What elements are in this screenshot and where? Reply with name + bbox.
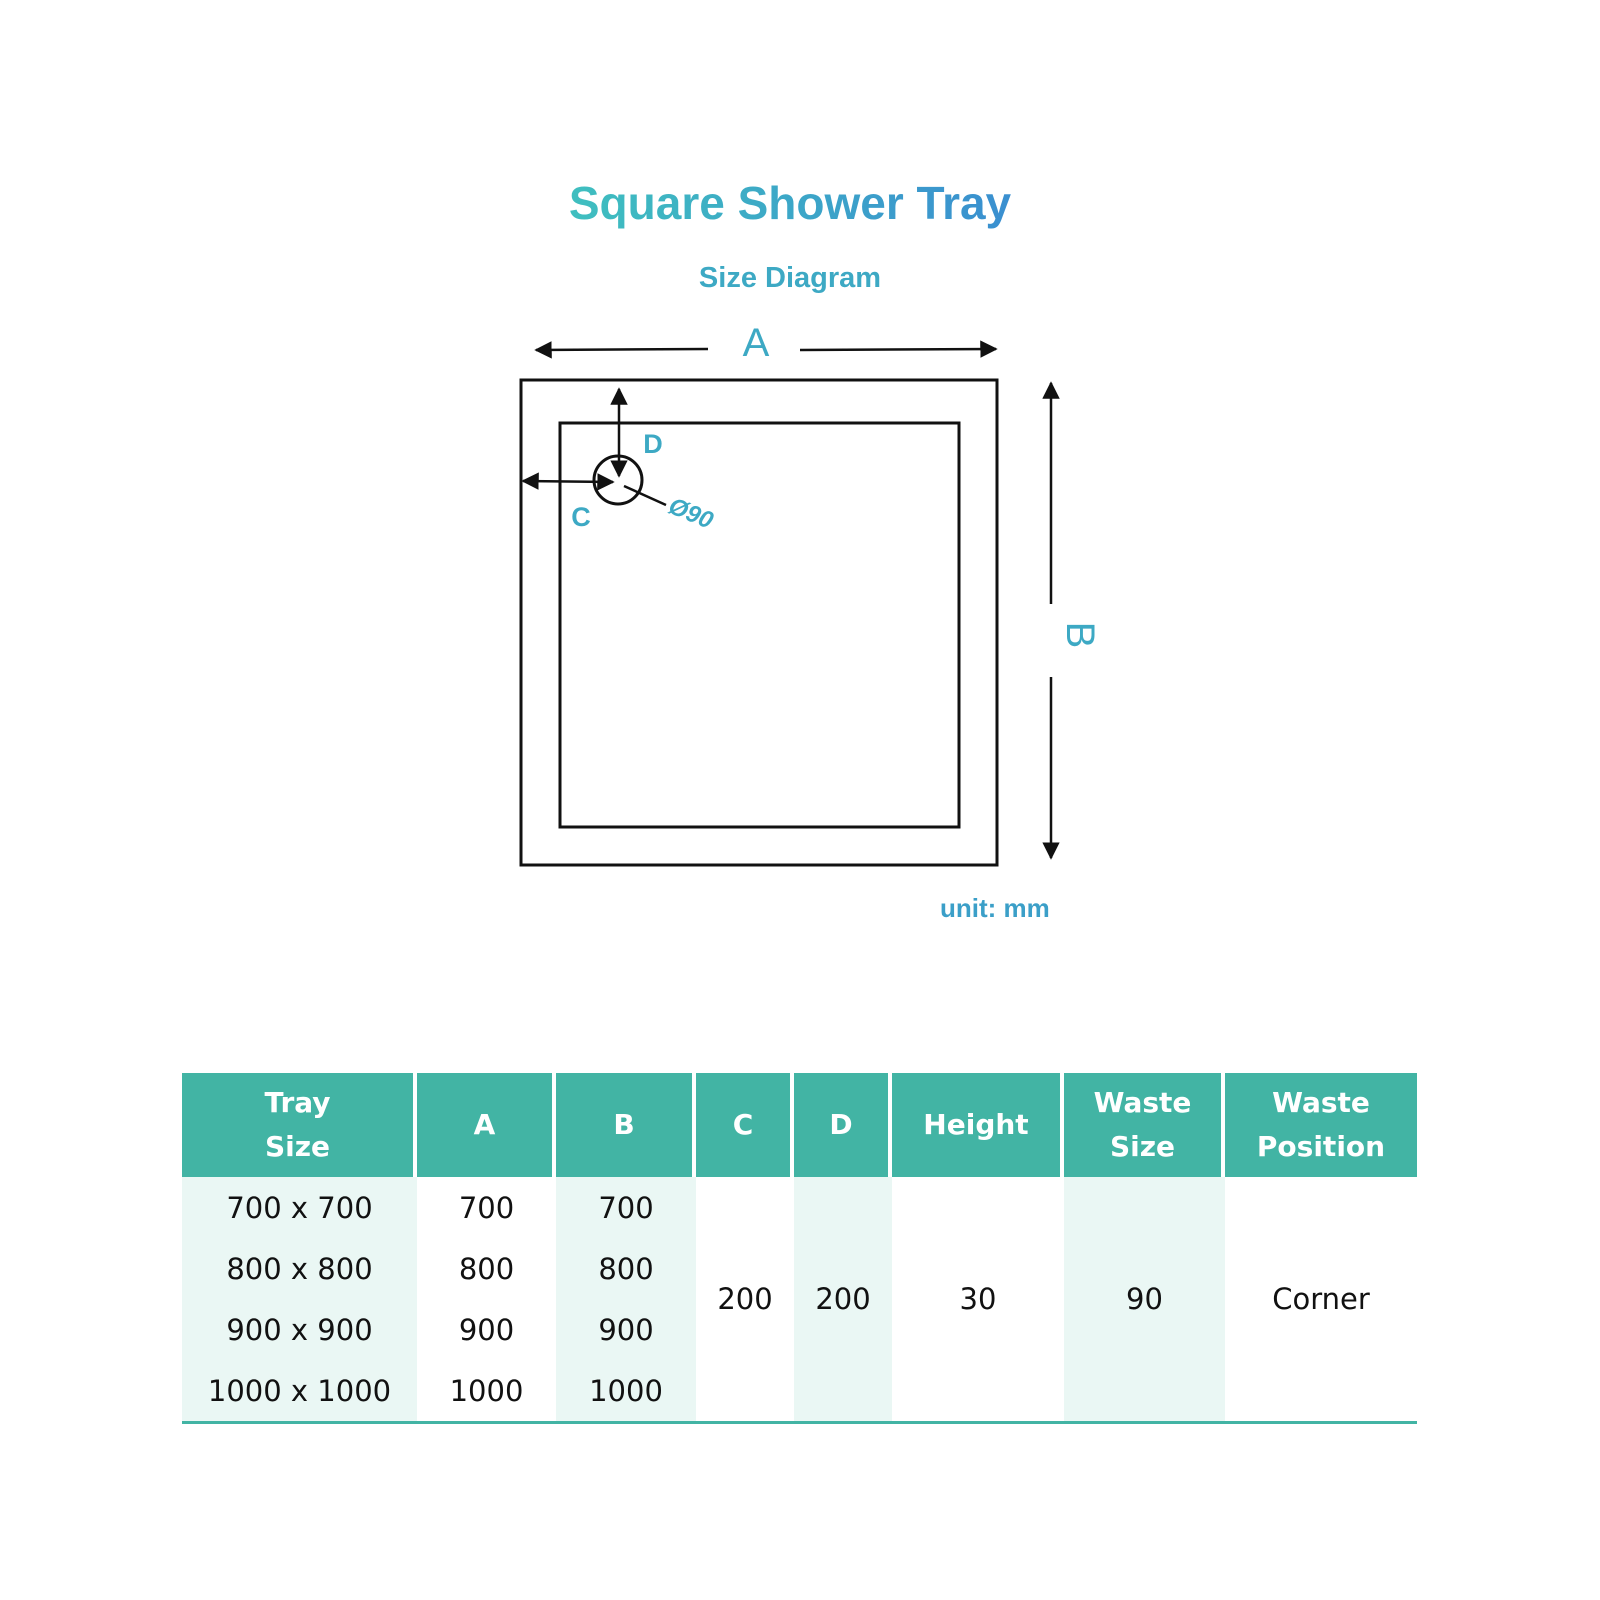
dimension-a-label: A [742, 321, 770, 365]
header-waste-size [1064, 1073, 1225, 1177]
header-b [556, 1073, 696, 1177]
tray-inner-basin [560, 423, 959, 827]
tray-outer-edge [521, 380, 997, 865]
dimension-a-arrow-left [536, 349, 708, 350]
dimension-a-arrow-right [800, 349, 996, 350]
page-title-text: Square Shower Tray [568, 177, 1012, 229]
header-a-label: A [473, 1108, 496, 1141]
header-waste-position [1225, 1073, 1417, 1177]
header-tray-size-line2: Size [264, 1130, 331, 1163]
dimension-b-label: B [1058, 621, 1102, 649]
cell-b: 700 [556, 1177, 696, 1238]
header-c [696, 1073, 794, 1177]
cell-tray-size: 800 x 800 [182, 1238, 417, 1299]
header-tray-size-line1: Tray [264, 1086, 331, 1119]
table-row [182, 1177, 1417, 1238]
cell-a: 1000 [417, 1360, 556, 1424]
header-waste-size-line2: Size [1109, 1130, 1176, 1163]
cell-d: 200 [794, 1177, 892, 1424]
cell-a: 800 [458, 1251, 515, 1286]
cell-b: 1000 [556, 1360, 696, 1424]
waste-diameter-label: Ø90 [664, 492, 717, 535]
table-header-row [182, 1073, 1417, 1177]
dimension-c-arrow [523, 481, 613, 482]
header-d-label: D [829, 1108, 853, 1141]
cell-height: 30 [892, 1177, 1064, 1424]
cell-c: 200 [696, 1177, 794, 1424]
cell-tray-size: 700 x 700 [182, 1177, 417, 1238]
header-waste-position-line2: Position [1256, 1130, 1386, 1163]
header-d [794, 1073, 892, 1177]
dimension-c-label: C [571, 502, 591, 532]
header-b-label: B [613, 1108, 635, 1141]
cell-tray-size: 900 x 900 [182, 1299, 417, 1360]
header-waste-size-line1: Waste [1093, 1086, 1192, 1119]
header-height-label: Height [923, 1108, 1029, 1141]
header-tray-size [182, 1073, 417, 1177]
header-c-label: C [732, 1108, 754, 1141]
dimension-d-label: D [643, 429, 663, 459]
unit-note: unit: mm [940, 893, 1050, 923]
cell-a: 900 [458, 1312, 515, 1347]
size-table [182, 1073, 1417, 1424]
cell-b: 900 [556, 1299, 696, 1360]
cell-waste-size: 90 [1064, 1177, 1225, 1424]
cell-a: 700 [458, 1190, 515, 1225]
header-a [417, 1073, 556, 1177]
cell-waste-position: Corner [1225, 1177, 1417, 1424]
header-waste-position-line1: Waste [1272, 1086, 1370, 1119]
diagram-subtitle: Size Diagram [698, 262, 882, 294]
cell-tray-size: 1000 x 1000 [182, 1360, 417, 1424]
header-height [892, 1073, 1064, 1177]
cell-b: 800 [556, 1238, 696, 1299]
